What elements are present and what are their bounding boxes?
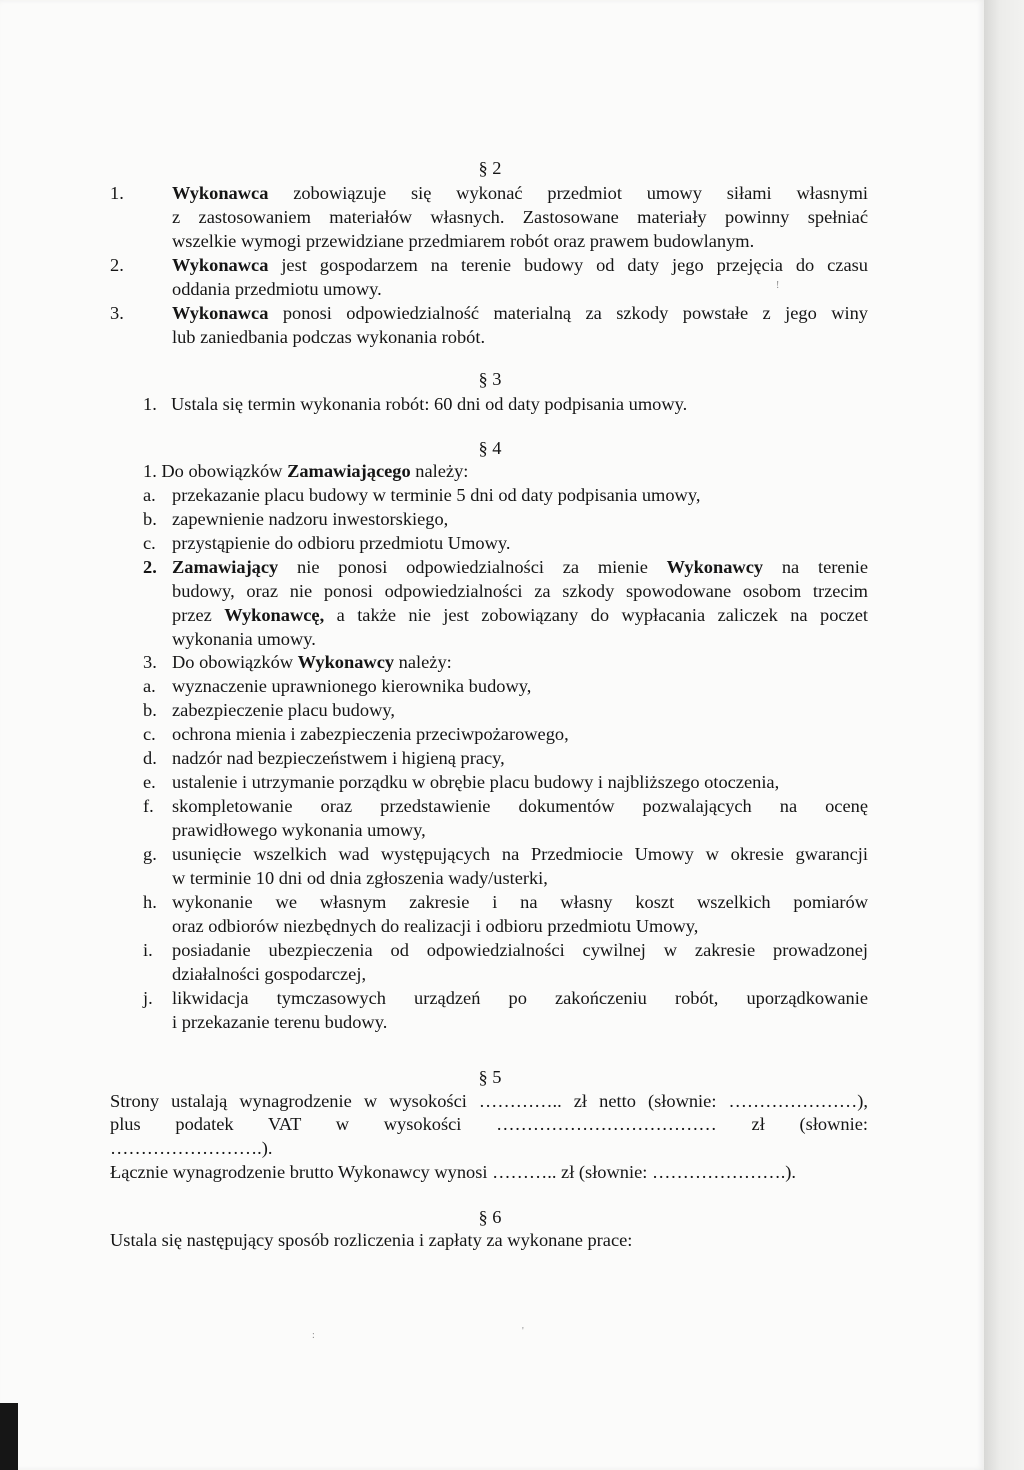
list-item-text: likwidacja tymczasowych urządzeń po zakończeniu robót, uporządkowanie [172, 988, 868, 1008]
paragraph-line: wszelkie wymogi przewidziane przedmiarem robót oraz prawem budowlanym. [172, 231, 755, 251]
item-number: 1. [143, 394, 157, 414]
list-marker: i. [143, 940, 153, 960]
list-marker: h. [143, 892, 157, 912]
paragraph-line: Do obowiązków Wykonawcy należy: [172, 652, 452, 672]
paragraph-line: Łącznie wynagrodzenie brutto Wykonawcy wynosi ……….. zł (słownie: ………………….). [110, 1162, 797, 1182]
scan-edge-mark [0, 1403, 18, 1470]
list-marker: c. [143, 724, 156, 744]
list-marker: e. [143, 772, 156, 792]
list-marker: a. [143, 676, 156, 696]
item-number: 3. [110, 303, 124, 323]
list-marker: j. [143, 988, 153, 1008]
paragraph-line: Ustala się następujący sposób rozliczenia i zapłaty za wykonane prace: [110, 1230, 633, 1250]
scan-speck: ! [776, 280, 780, 291]
list-item-text: oraz odbiorów niezbędnych do realizacji i odbioru przedmiotu Umowy, [172, 916, 699, 936]
list-item-text: zapewnienie nadzoru inwestorskiego, [172, 509, 449, 529]
list-item-text: ochrona mienia i zabezpieczenia przeciwpożarowego, [172, 724, 569, 744]
list-marker: c. [143, 533, 156, 553]
paragraph-line: Wykonawca ponosi odpowiedzialność materialną za szkody powstałe z jego winy [172, 303, 868, 323]
list-item-text: ustalenie i utrzymanie porządku w obrębie placu budowy i najbliższego otoczenia, [172, 772, 780, 792]
bold-term: Wykonawca [172, 183, 269, 203]
paragraph-line: Ustala się termin wykonania robót: 60 dni od daty podpisania umowy. [171, 394, 688, 414]
paragraph-line: lub zaniedbania podczas wykonania robót. [172, 327, 486, 347]
paragraph-line: plus podatek VAT w wysokości ……………………………… zł (słownie: [110, 1114, 868, 1134]
list-item-text: wykonanie we własnym zakresie i na własny koszt wszelkich pomiarów [172, 892, 868, 912]
scan-speck: ' [522, 1326, 524, 1337]
list-item-text: usunięcie wszelkich wad występujących na Przedmiocie Umowy w okresie gwarancji [172, 844, 868, 864]
list-marker: b. [143, 509, 157, 529]
item-number: 3. [143, 652, 157, 672]
list-item-text: i przekazanie terenu budowy. [172, 1012, 388, 1032]
list-marker: b. [143, 700, 157, 720]
paragraph-line: Strony ustalają wynagrodzenie w wysokości ………….. zł netto (słownie: …………………), [110, 1091, 868, 1111]
list-item-text: wyznaczenie uprawnionego kierownika budowy, [172, 676, 532, 696]
paragraph-line: Wykonawca jest gospodarzem na terenie budowy od daty jego przejęcia do czasu [172, 255, 868, 275]
list-item-text: posiadanie ubezpieczenia od odpowiedzialności cywilnej w zakresie prowadzonej [172, 940, 868, 960]
scan-edge [984, 0, 1024, 1470]
paragraph-line: z zastosowaniem materiałów własnych. Zastosowane materiały powinny spełniać [172, 207, 868, 227]
paragraph-line: …………………….). [110, 1138, 273, 1158]
list-marker: f. [143, 796, 154, 816]
section-3-heading: § 3 [478, 369, 502, 389]
list-item-text: nadzór nad bezpieczeństwem i higieną pracy, [172, 748, 505, 768]
section-6-heading: § 6 [478, 1207, 502, 1227]
paragraph-line: budowy, oraz nie ponosi odpowiedzialności za szkody spowodowane osobom trzecim [172, 581, 868, 601]
list-item-text: skompletowanie oraz przedstawienie dokumentów pozwalających na ocenę [172, 796, 868, 816]
list-item-text: przystąpienie do odbioru przedmiotu Umowy. [172, 533, 511, 553]
list-item-text: działalności gospodarczej, [172, 964, 367, 984]
list-marker: g. [143, 844, 157, 864]
paragraph-line: 1. Do obowiązków Zamawiającego należy: [143, 461, 469, 481]
list-item-text: w terminie 10 dni od dnia zgłoszenia wady/usterki, [172, 868, 548, 888]
list-item-text: prawidłowego wykonania umowy, [172, 820, 426, 840]
bold-term: Wykonawcę, [224, 605, 325, 625]
item-number: 1. [110, 183, 124, 203]
scan-speck: : [312, 1330, 315, 1341]
paragraph-line: Zamawiający nie ponosi odpowiedzialności za mienie Wykonawcy na terenie [172, 557, 868, 577]
list-item-text: zabezpieczenie placu budowy, [172, 700, 395, 720]
list-marker: d. [143, 748, 157, 768]
paragraph-line: wykonania umowy. [172, 629, 316, 649]
section-5-heading: § 5 [478, 1067, 502, 1087]
section-2-heading: § 2 [478, 158, 502, 178]
list-item-text: przekazanie placu budowy w terminie 5 dni od daty podpisania umowy, [172, 485, 701, 505]
bold-term: Wykonawcy [297, 652, 395, 672]
item-number: 2. [110, 255, 124, 275]
bold-term: Zamawiającego [287, 461, 411, 481]
bold-term: Zamawiający [172, 557, 279, 577]
section-4-heading: § 4 [478, 438, 502, 458]
paragraph-line: Wykonawca zobowiązuje się wykonać przedmiot umowy siłami własnymi [172, 183, 868, 203]
bold-term: Wykonawca [172, 255, 269, 275]
paragraph-line: oddania przedmiotu umowy. [172, 279, 382, 299]
list-marker: a. [143, 485, 156, 505]
item-number: 2. [143, 557, 157, 577]
paragraph-line: przez Wykonawcę, a także nie jest zobowiązany do wypłacania zaliczek na poczet [172, 605, 868, 625]
bold-term: Wykonawca [172, 303, 269, 323]
bold-term: Wykonawcy [666, 557, 764, 577]
